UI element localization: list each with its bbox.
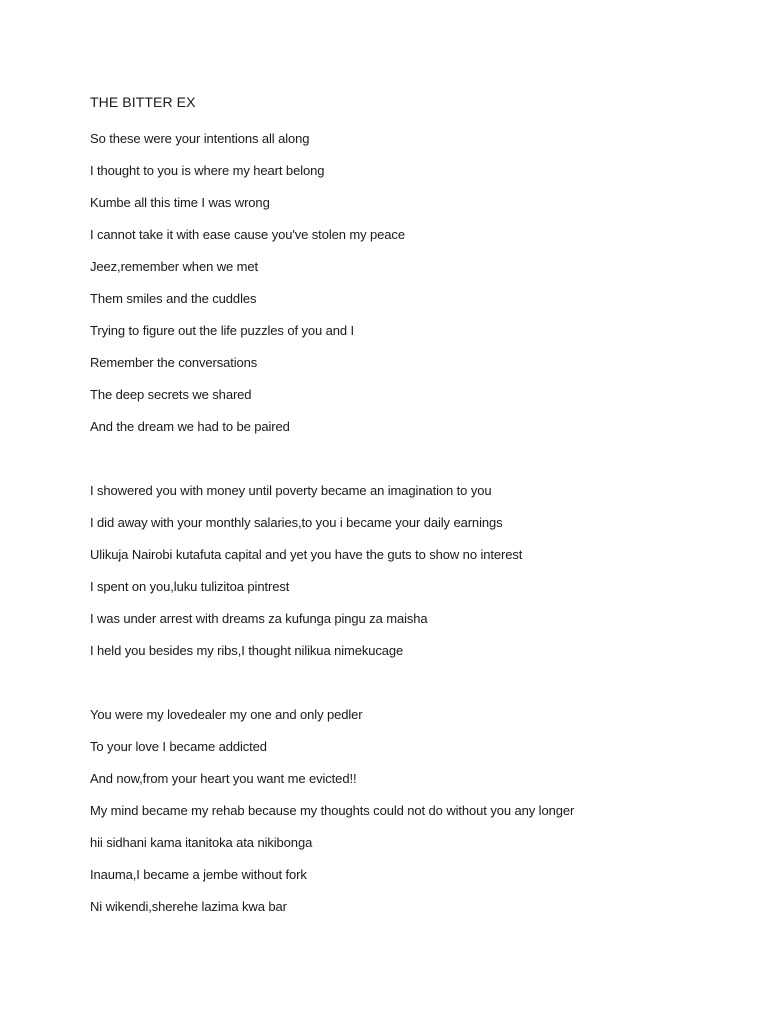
poem-line: And now,from your heart you want me evicted!!: [90, 771, 357, 786]
poem-line: Remember the conversations: [90, 355, 258, 370]
poem-line: I held you besides my ribs,I thought nilikua nimekucage: [90, 643, 404, 658]
poem-line: The deep secrets we shared: [90, 387, 252, 402]
poem-line: You were my lovedealer my one and only pedler: [90, 707, 363, 722]
poem-line: Kumbe all this time I was wrong: [90, 195, 270, 210]
poem: [90, 91, 730, 923]
poem-line: Inauma,I became a jembe without fork: [90, 867, 307, 882]
poem-line: I thought to you is where my heart belong: [90, 163, 325, 178]
poem-title: THE BITTER EX: [90, 94, 196, 110]
stanza-3: [90, 699, 730, 923]
poem-line: I cannot take it with ease cause you've stolen my peace: [90, 227, 405, 242]
poem-line: Them smiles and the cuddles: [90, 291, 257, 306]
poem-line: hii sidhani kama itanitoka ata nikibonga: [90, 835, 313, 850]
poem-line: I showered you with money until poverty became an imagination to you: [90, 483, 492, 498]
poem-line: I was under arrest with dreams za kufunga pingu za maisha: [90, 611, 428, 626]
poem-line: And the dream we had to be paired: [90, 419, 290, 434]
poem-line: I spent on you,luku tulizitoa pintrest: [90, 579, 290, 594]
stanza-2: [90, 475, 730, 667]
poem-line: Ulikuja Nairobi kutafuta capital and yet you have the guts to show no interest: [90, 547, 523, 562]
stanza-1: [90, 123, 730, 443]
poem-line: So these were your intentions all along: [90, 131, 310, 146]
poem-line: Trying to figure out the life puzzles of you and I: [90, 323, 355, 338]
poem-line: My mind became my rehab because my thoughts could not do without you any longer: [90, 803, 575, 818]
poem-line: Ni wikendi,sherehe lazima kwa bar: [90, 899, 287, 914]
poem-line: Jeez,remember when we met: [90, 259, 259, 274]
poem-line: To your love I became addicted: [90, 739, 267, 754]
poem-line: I did away with your monthly salaries,to you i became your daily earnings: [90, 515, 503, 530]
